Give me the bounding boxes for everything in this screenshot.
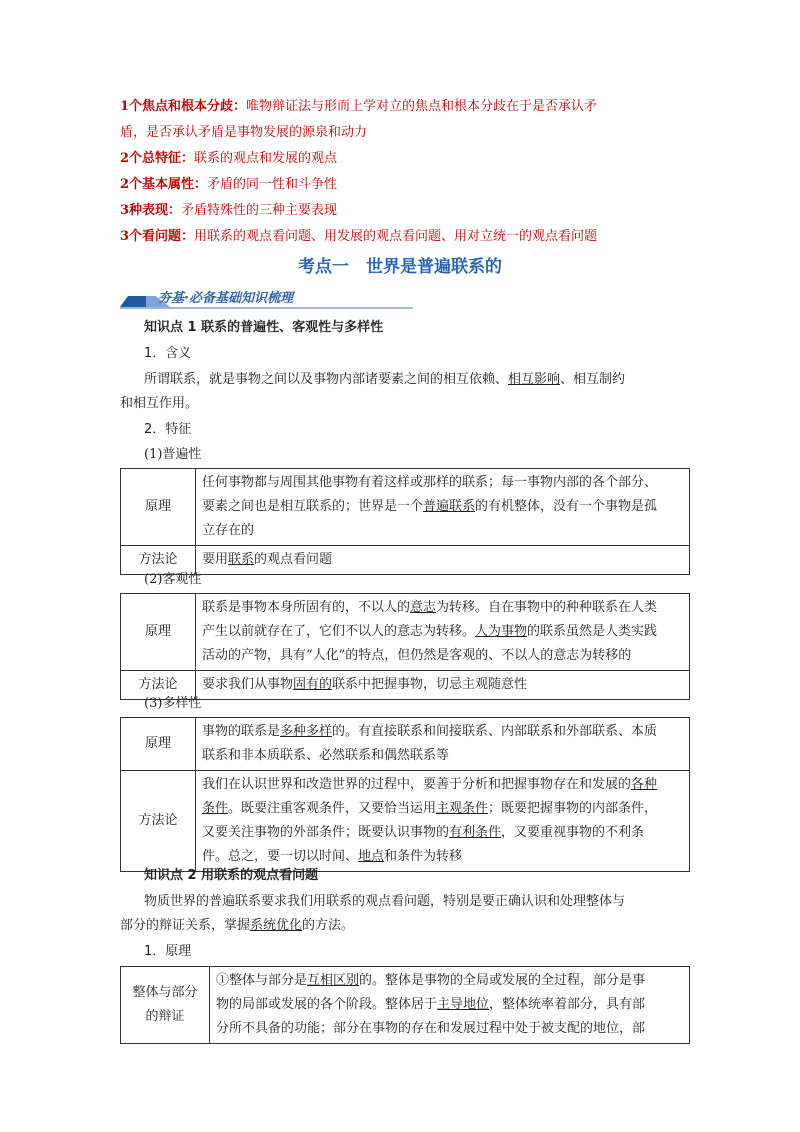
text-line: [202, 495, 683, 519]
definition-line-1: [144, 368, 625, 392]
heading-features: 2．特征: [144, 422, 192, 437]
text: 的联系虽然是人类实践: [527, 624, 658, 639]
table-row: [121, 671, 690, 700]
underlined-answer: 联系: [228, 552, 255, 567]
heading-principle: 1．原理: [144, 944, 192, 959]
table-whole-and-part: [120, 966, 690, 1044]
text: 的有机整体，没有一个事物是孤: [475, 499, 658, 514]
table-row: [121, 967, 690, 1044]
text: 为转移。自在事物中的种种联系在人类: [436, 600, 658, 615]
table-row: [121, 469, 690, 546]
summary-label: 2个总特征：: [120, 151, 195, 166]
text-line: [202, 471, 683, 495]
text: 和条件为转移: [384, 849, 463, 864]
table-diversity: [120, 717, 690, 872]
text: 的。整体是事物的全局或发展的全过程，部分是事: [359, 973, 646, 988]
row-value-methodology: [196, 671, 690, 700]
text-line: [202, 673, 683, 697]
underlined-answer: 有利条件: [449, 825, 502, 840]
text: ；既要把握事物的内部条件，: [488, 801, 658, 816]
text: 的观点看问题: [254, 552, 333, 567]
summary-line-5: [120, 224, 690, 250]
row-key-methodology: 方法论: [121, 671, 196, 700]
summary-label: 2个基本属性：: [120, 177, 208, 192]
table-row: [121, 594, 690, 671]
kp2-paragraph-line-2: [120, 914, 354, 938]
row-key-principle: 原理: [121, 594, 196, 671]
underlined-answer: 主观条件: [436, 801, 489, 816]
underlined-answer: 主导地位: [437, 997, 490, 1012]
summary-text: 联系的观点和发展的观点: [194, 151, 338, 166]
row-value-principle: [196, 594, 690, 671]
text: 又要关注事物的外部条件；既要认识事物的: [202, 825, 450, 840]
text-line: [202, 620, 683, 644]
text: ，整体统率着部分，具有部: [489, 997, 646, 1012]
text-line: [216, 969, 683, 993]
text: 要求我们从事物: [202, 677, 294, 692]
row-key-methodology: 方法论: [121, 546, 196, 575]
text-line: [202, 720, 683, 744]
text: 要素之间也是相互联系的；世界是一个: [202, 499, 424, 514]
text: 整体与部分: [132, 985, 198, 1000]
text-line: [202, 773, 683, 797]
text: 联系中把握事物，切忌主观随意性: [332, 677, 528, 692]
text-line: [202, 744, 683, 768]
kp2-paragraph-line-1: 物质世界的普遍联系要求我们用联系的观点看问题，特别是要正确认识和处理整体与: [144, 894, 626, 909]
underlined-answer: 意志: [410, 600, 437, 615]
text: 立存在的: [202, 523, 255, 538]
summary-text: 矛盾特殊性的三种主要表现: [181, 203, 338, 218]
summary-text: 矛盾的同一性和斗争性: [207, 177, 338, 192]
text-line: [202, 596, 683, 620]
row-value-whole-part: [210, 967, 690, 1044]
sub-heading-objectivity: (2)客观性: [144, 572, 202, 587]
text: 联系是事物本身所固有的，不以人的: [202, 600, 411, 615]
text: 件。总之，要一切以时间、: [202, 849, 359, 864]
summary-text: 用联系的观点看问题、用发展的观点看问题、用对立统一的观点看问题: [194, 229, 598, 244]
text: 产生以前就存在了，它们不以人的意志为转移。: [202, 624, 476, 639]
row-key-principle: 原理: [121, 469, 196, 546]
text-line: [202, 821, 683, 845]
underlined-answer: 互相区别: [307, 973, 360, 988]
heading-meaning: 1．含义: [144, 346, 192, 361]
underlined-answer: 系统优化: [250, 918, 303, 933]
underlined-answer: 固有的: [293, 677, 333, 692]
summary-line-4: [120, 198, 690, 224]
summary-text: 唯物辩证法与形而上学对立的焦点和根本分歧在于是否承认矛: [246, 99, 598, 114]
knowledge-point-1-title: 知识点 1 联系的普遍性、客观性与多样性: [144, 320, 384, 335]
text: 物的局部或发展的各个阶段。整体居于: [216, 997, 438, 1012]
text: ，又要重视事物的不利条: [501, 825, 645, 840]
text: 我们在认识世界和改造世界的过程中，要善于分析和把握事物存在和发展的: [202, 777, 632, 792]
underlined-answer: 多种多样: [280, 724, 333, 739]
summary-label: 1个焦点和根本分歧：: [120, 99, 247, 114]
table-row: [121, 718, 690, 771]
summary-label: 3种表现：: [120, 203, 182, 218]
summary-block: [120, 94, 690, 250]
definition-line-2: 和相互作用。: [120, 396, 199, 411]
sub-heading-diversity: (3)多样性: [144, 696, 202, 711]
underlined-answer: 地点: [358, 849, 385, 864]
text-line: [216, 1017, 683, 1041]
text: 、相互制约: [560, 372, 626, 387]
row-value-principle: [196, 718, 690, 771]
text: 的方法。: [302, 918, 355, 933]
text: 。既要注重客观条件，又要恰当运用: [228, 801, 437, 816]
row-value-methodology: [196, 771, 690, 872]
table-row: [121, 771, 690, 872]
summary-label: 3个看问题：: [120, 229, 195, 244]
row-value-principle: [196, 469, 690, 546]
table-objectivity: [120, 593, 690, 700]
summary-line-2: [120, 146, 690, 172]
section-banner: [120, 287, 413, 309]
text-line: [216, 993, 683, 1017]
summary-line-1: [120, 94, 690, 120]
underlined-answer: 人为事物: [475, 624, 528, 639]
banner-text: 夯基·必备基础知识梳理: [158, 291, 293, 306]
text: 部分的辩证关系，掌握: [120, 918, 251, 933]
table-universality: [120, 468, 690, 575]
row-key-whole-part: [121, 967, 210, 1044]
summary-line-1-cont: 盾，是否承认矛盾是事物发展的源泉和动力: [120, 125, 368, 140]
text: 要用: [202, 552, 229, 567]
banner-underline: [120, 307, 413, 309]
summary-line-3: [120, 172, 690, 198]
row-key-principle: 原理: [121, 718, 196, 771]
text: 事物的联系是: [202, 724, 281, 739]
text-line: [202, 519, 683, 543]
row-value-methodology: [196, 546, 690, 575]
text-line: [202, 644, 683, 668]
underlined-answer: 普遍联系: [423, 499, 476, 514]
text-line: [202, 548, 683, 572]
section-title: 考点一 世界是普遍联系的: [298, 257, 502, 277]
text: 的辩证: [145, 1009, 185, 1024]
text: 分所不具备的功能；部分在事物的存在和发展过程中处于被支配的地位，部: [216, 1021, 646, 1036]
row-key-methodology: 方法论: [121, 771, 196, 872]
knowledge-point-2-title: 知识点 2 用联系的观点看问题: [144, 868, 319, 883]
text: ①整体与部分是: [216, 973, 308, 988]
underlined-answer: 相互影响: [508, 372, 561, 387]
text: 任何事物都与周围其他事物有着这样或那样的联系；每一事物内部的各个部分、: [202, 475, 658, 490]
underlined-answer: 条件: [202, 801, 229, 816]
sub-heading-universality: (1)普遍性: [144, 447, 202, 462]
text: 活动的产物，具有“人化”的特点，但仍然是客观的、不以人的意志为转移的: [202, 648, 632, 663]
text-line: [202, 797, 683, 821]
text: 的。有直接联系和间接联系、内部联系和外部联系、本质: [332, 724, 658, 739]
table-row: [121, 546, 690, 575]
text: 联系和非本质联系、必然联系和偶然联系等: [202, 748, 450, 763]
underlined-answer: 各种: [631, 777, 658, 792]
text: 所谓联系，就是事物之间以及事物内部诸要素之间的相互依赖、: [144, 372, 509, 387]
